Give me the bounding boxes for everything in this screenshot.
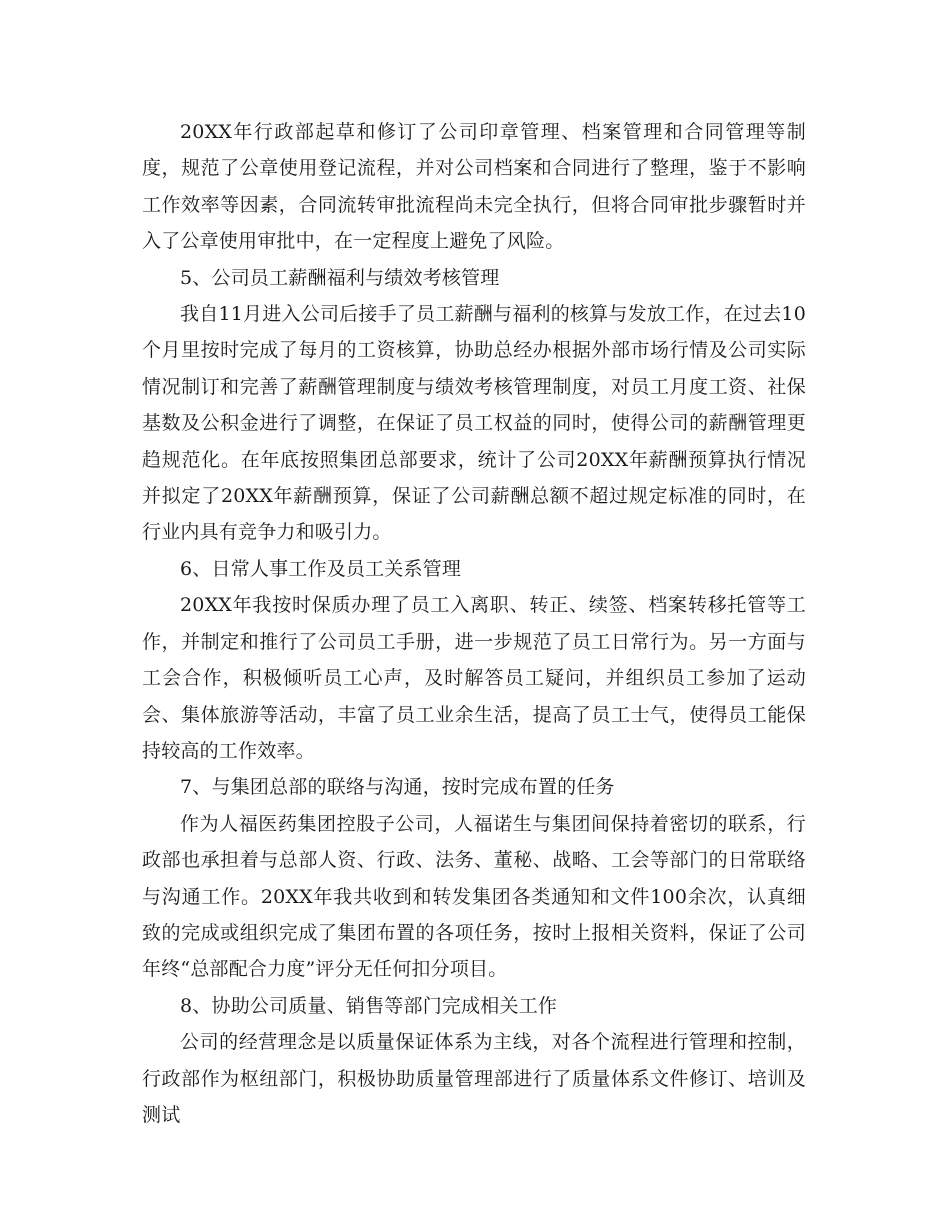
section-heading-7: 7、与集团总部的联络与沟通，按时完成布置的任务 [180, 776, 615, 799]
document-body [142, 114, 806, 1133]
section-heading-6: 6、日常人事工作及员工关系管理 [180, 557, 462, 580]
paragraph-admin-system: 20XX年行政部起草和修订了公司印章管理、档案管理和合同管理等制度，规范了公章使用登记流程，并对公司档案和合同进行了整理，鉴于不影响工作效率等因素，合同流转审批流程尚未完全执行，但将合同审批步骤暂时并入了公章使用审批中，在一定程度上避免了风险。 [142, 121, 806, 253]
paragraph-group-liaison: 作为人福医药集团控股子公司，人福诺生与集团间保持着密切的联系，行政部也承担着与总部人资、行政、法务、董秘、战略、工会等部门的日常联络与沟通工作。20XX年我共收到和转发集团各类通知和文件100余次，认真细致的完成或组织完成了集团布置的各项任务，按时上报相关资料，保证了公司年终“总部配合力度”评分无任何扣分项目。 [142, 812, 806, 981]
section-heading-8: 8、协助公司质量、销售等部门完成相关工作 [180, 994, 558, 1017]
paragraph-salary: 我自11月进入公司后接手了员工薪酬与福利的核算与发放工作，在过去10个月里按时完成了每月的工资核算，协助总经办根据外部市场行情及公司实际情况制订和完善了薪酬管理制度与绩效考核管理制度，对员工月度工资、社保基数及公积金进行了调整，在保证了员工权益的同时，使得公司的薪酬管理更趋规范化。在年底按照集团总部要求，统计了公司20XX年薪酬预算执行情况并拟定了20XX年薪酬预算，保证了公司薪酬总额不超过规定标准的同时，在行业内具有竞争力和吸引力。 [142, 303, 806, 544]
paragraph-hr-daily: 20XX年我按时保质办理了员工入离职、转正、续签、档案转移托管等工作，并制定和推行了公司员工手册，进一步规范了员工日常行为。另一方面与工会合作，积极倾听员工心声，及时解答员工疑问，并组织员工参加了运动会、集体旅游等活动，丰富了员工业余生活，提高了员工士气，使得员工能保持较高的工作效率。 [142, 594, 806, 762]
section-heading-5: 5、公司员工薪酬福利与绩效考核管理 [180, 266, 500, 289]
paragraph-quality-support: 公司的经营理念是以质量保证体系为主线，对各个流程进行管理和控制，行政部作为枢纽部门，积极协助质量管理部进行了质量体系文件修订、培训及测试 [142, 1031, 806, 1126]
